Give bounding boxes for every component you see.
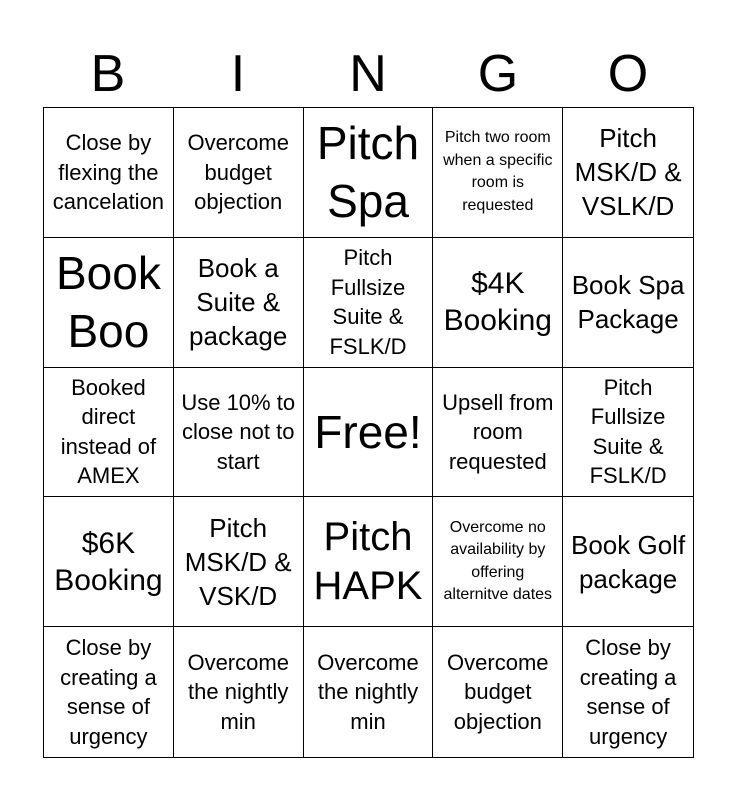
cell-text: Pitch MSK/D & VSK/D	[184, 512, 292, 611]
bingo-cell[interactable]	[304, 497, 434, 627]
bingo-cell[interactable]	[563, 108, 693, 238]
cell-text: Overcome no availability by offering alternitve dates	[443, 518, 553, 604]
bingo-header	[43, 40, 693, 108]
free-space-cell[interactable]	[304, 368, 434, 498]
bingo-cell[interactable]	[563, 368, 693, 498]
bingo-cell[interactable]	[304, 627, 434, 757]
cell-text: Close by creating a sense of urgency	[579, 635, 677, 749]
bingo-cell[interactable]	[174, 627, 304, 757]
bingo-cell[interactable]	[174, 108, 304, 238]
bingo-cell[interactable]	[174, 368, 304, 498]
cell-text: Book a Suite & package	[189, 253, 288, 352]
bingo-cell[interactable]	[174, 497, 304, 627]
cell-text: Pitch Spa	[316, 117, 420, 228]
cell-text: Book Spa Package	[571, 270, 685, 335]
cell-text: Overcome the nightly min	[317, 649, 419, 734]
header-letter-b: B	[90, 45, 126, 103]
cell-text: Pitch Fullsize Suite & FSLK/D	[329, 245, 407, 359]
header-letter-i: I	[230, 45, 246, 103]
cell-text: Overcome the nightly min	[187, 649, 289, 734]
cell-text: Book Boo	[55, 247, 161, 358]
header-letter-o: O	[607, 45, 649, 103]
bingo-cell[interactable]	[433, 368, 563, 498]
cell-text: Use 10% to close not to start	[181, 389, 296, 474]
bingo-cell[interactable]	[44, 368, 174, 498]
cell-text: Pitch Fullsize Suite & FSLK/D	[589, 374, 667, 489]
bingo-cell[interactable]	[44, 238, 174, 368]
bingo-cell[interactable]	[563, 497, 693, 627]
cell-text: Upsell from room requested	[442, 389, 554, 474]
bingo-cell[interactable]	[433, 627, 563, 757]
bingo-cell[interactable]	[174, 238, 304, 368]
cell-text: $6K Booking	[54, 526, 163, 597]
bingo-cell[interactable]	[44, 497, 174, 627]
cell-text: $4K Booking	[443, 267, 552, 338]
cell-text: Close by flexing the cancelation	[52, 130, 165, 215]
bingo-cell[interactable]	[304, 238, 434, 368]
bingo-cell[interactable]	[44, 108, 174, 238]
cell-text: Pitch HAPK	[313, 514, 423, 608]
cell-text: Overcome budget objection	[447, 649, 549, 734]
bingo-cell[interactable]	[304, 108, 434, 238]
free-space-text: Free!	[314, 405, 422, 458]
cell-text: Book Golf package	[571, 529, 686, 594]
cell-text: Pitch two room when a specific room is requested	[443, 129, 553, 214]
bingo-cell[interactable]	[563, 627, 693, 757]
bingo-cell[interactable]	[433, 238, 563, 368]
header-letter-g: G	[477, 45, 519, 103]
cell-text: Booked direct instead of AMEX	[60, 374, 157, 489]
cell-text: Close by creating a sense of urgency	[60, 635, 157, 749]
bingo-cell[interactable]	[433, 497, 563, 627]
cell-text: Pitch MSK/D & VSLK/D	[574, 123, 682, 222]
cell-text: Overcome budget objection	[187, 130, 289, 215]
bingo-cell[interactable]	[433, 108, 563, 238]
bingo-cell[interactable]	[563, 238, 693, 368]
header-letter-n: N	[349, 45, 387, 103]
bingo-cell[interactable]	[44, 627, 174, 757]
bingo-board	[43, 107, 694, 758]
